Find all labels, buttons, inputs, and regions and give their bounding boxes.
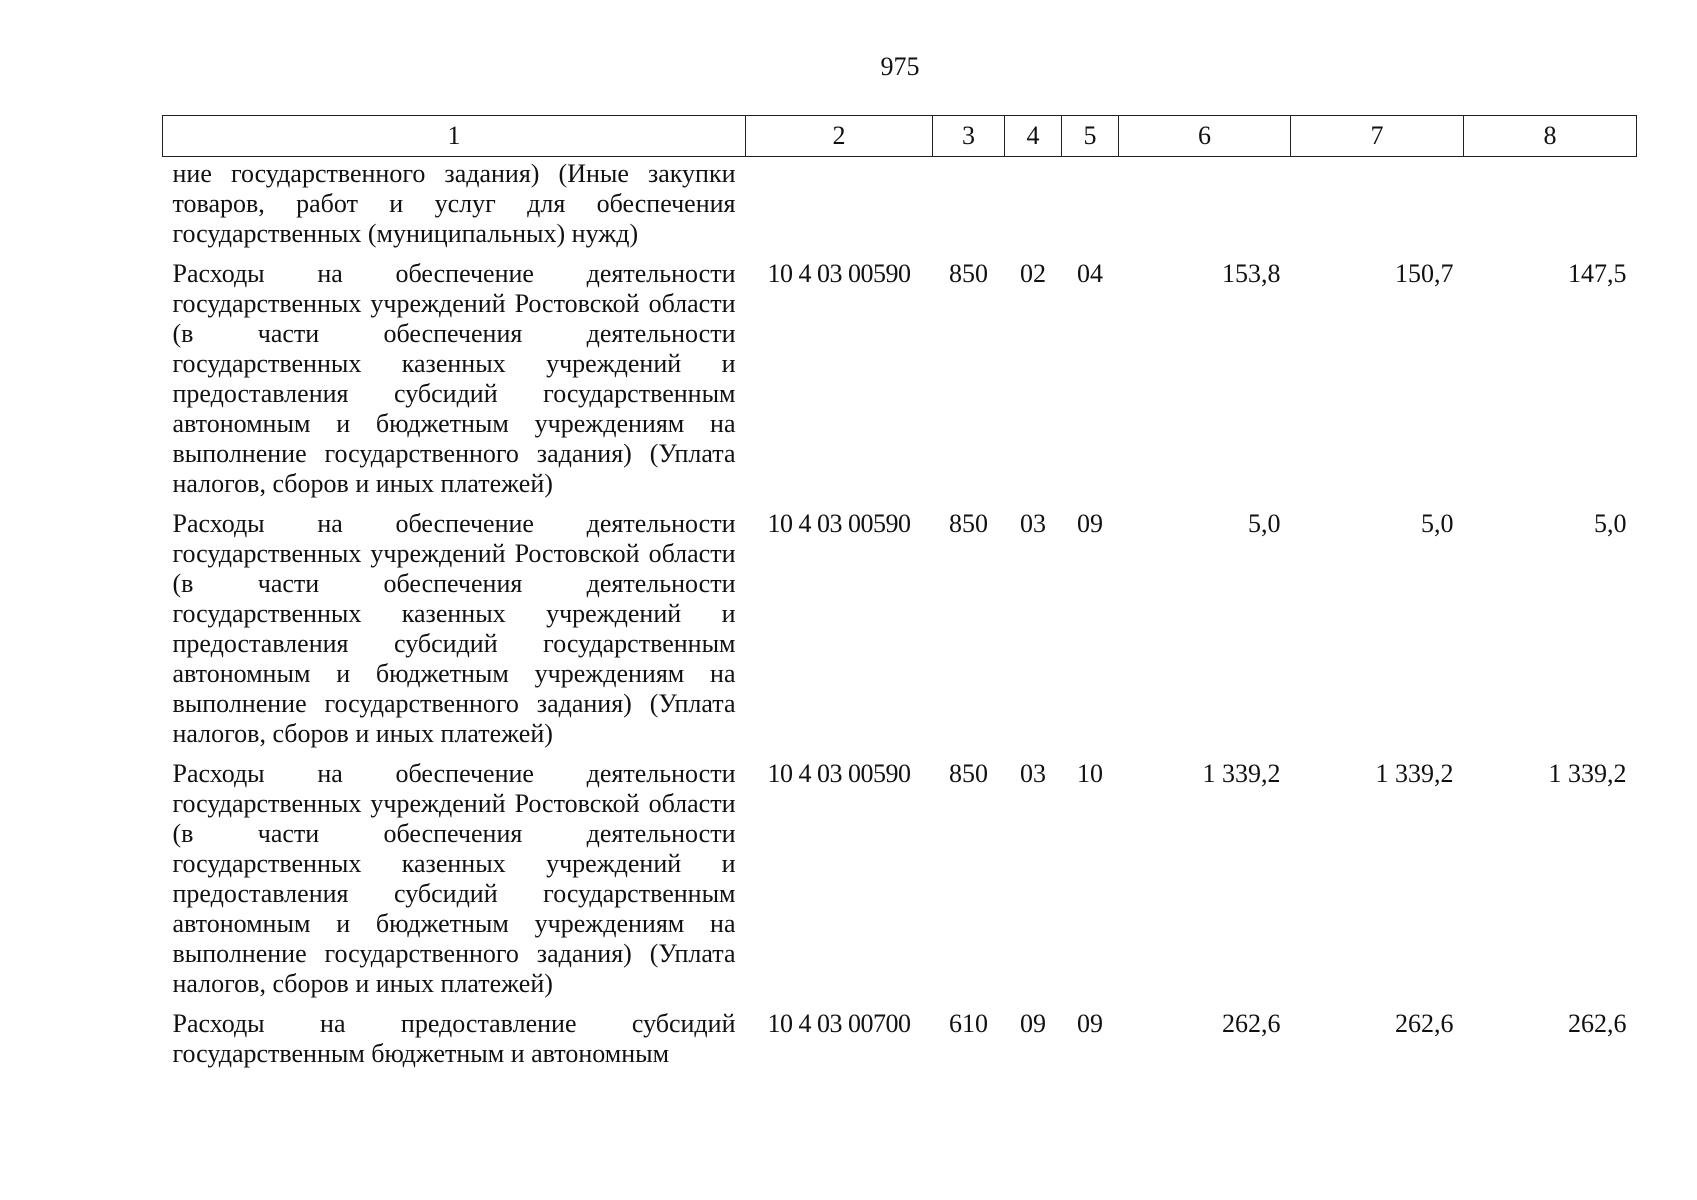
row-value-7: 1 339,2 <box>1375 759 1454 788</box>
row-col5: 04 <box>1077 259 1103 288</box>
row-col3 <box>933 157 1005 250</box>
table-row <box>163 499 1637 749</box>
row-description: Расходы на обеспечение деятельности государственных учреждений Ростовской области (в части обеспечения деятельности государственных казенных учреждений и предоставления субсидий государственным автономным и бюджетным учреждениям на выполнение государственного задания) (Уплата налогов, сборов и иных платежей) <box>172 759 736 998</box>
row-code: 10 4 03 00590 <box>767 759 911 788</box>
row-col3: 610 <box>949 1009 988 1038</box>
table-row <box>163 157 1637 250</box>
table-row <box>163 249 1637 499</box>
column-header: 8 <box>1464 116 1637 157</box>
row-description: Расходы на предоставление субсидий государственным бюджетным и автономным <box>172 1009 736 1068</box>
row-value-8: 1 339,2 <box>1548 759 1627 788</box>
row-code <box>746 157 933 250</box>
row-value-8 <box>1464 157 1637 250</box>
row-value-8: 262,6 <box>1568 1009 1627 1038</box>
row-value-6: 5,0 <box>1248 509 1281 538</box>
column-header: 6 <box>1119 116 1291 157</box>
row-value-7: 150,7 <box>1395 259 1454 288</box>
row-col4: 02 <box>1020 259 1046 288</box>
column-header: 4 <box>1005 116 1062 157</box>
budget-table <box>162 115 1637 1069</box>
row-col4: 03 <box>1020 759 1046 788</box>
row-col5: 09 <box>1077 1009 1103 1038</box>
row-value-7: 5,0 <box>1421 509 1454 538</box>
row-col3: 850 <box>949 259 988 288</box>
column-header: 7 <box>1291 116 1464 157</box>
page-number: 975 <box>880 52 920 81</box>
row-col5 <box>1062 157 1119 250</box>
row-value-6: 1 339,2 <box>1202 759 1281 788</box>
row-value-6 <box>1119 157 1291 250</box>
row-value-7 <box>1291 157 1464 250</box>
row-value-7: 262,6 <box>1395 1009 1454 1038</box>
row-description: Расходы на обеспечение деятельности государственных учреждений Ростовской области (в части обеспечения деятельности государственных казенных учреждений и предоставления субсидий государственным автономным и бюджетным учреждениям на выполнение государственного задания) (Уплата налогов, сборов и иных платежей) <box>172 259 736 498</box>
row-col4: 09 <box>1020 1009 1046 1038</box>
row-value-6: 262,6 <box>1222 1009 1281 1038</box>
column-header: 2 <box>746 116 933 157</box>
header-row <box>163 116 1637 157</box>
row-col4 <box>1005 157 1062 250</box>
row-code: 10 4 03 00700 <box>767 1009 911 1038</box>
row-description: Расходы на обеспечение деятельности государственных учреждений Ростовской области (в части обеспечения деятельности государственных казенных учреждений и предоставления субсидий государственным автономным и бюджетным учреждениям на выполнение государственного задания) (Уплата налогов, сборов и иных платежей) <box>172 509 736 748</box>
row-col3: 850 <box>949 759 988 788</box>
table-row <box>163 999 1637 1069</box>
row-col3: 850 <box>949 509 988 538</box>
row-code: 10 4 03 00590 <box>767 259 911 288</box>
column-header: 5 <box>1062 116 1119 157</box>
row-col5: 10 <box>1077 759 1103 788</box>
row-code: 10 4 03 00590 <box>767 509 911 538</box>
row-col4: 03 <box>1020 509 1046 538</box>
row-description: ние государственного задания) (Иные закупки товаров, работ и услуг для обеспечения государственных (муниципальных) нужд) <box>172 159 736 248</box>
row-value-8: 147,5 <box>1568 259 1627 288</box>
row-value-6: 153,8 <box>1222 259 1281 288</box>
row-col5: 09 <box>1077 509 1103 538</box>
table-row <box>163 749 1637 999</box>
column-header: 1 <box>163 116 746 157</box>
column-header: 3 <box>933 116 1005 157</box>
row-value-8: 5,0 <box>1594 509 1627 538</box>
